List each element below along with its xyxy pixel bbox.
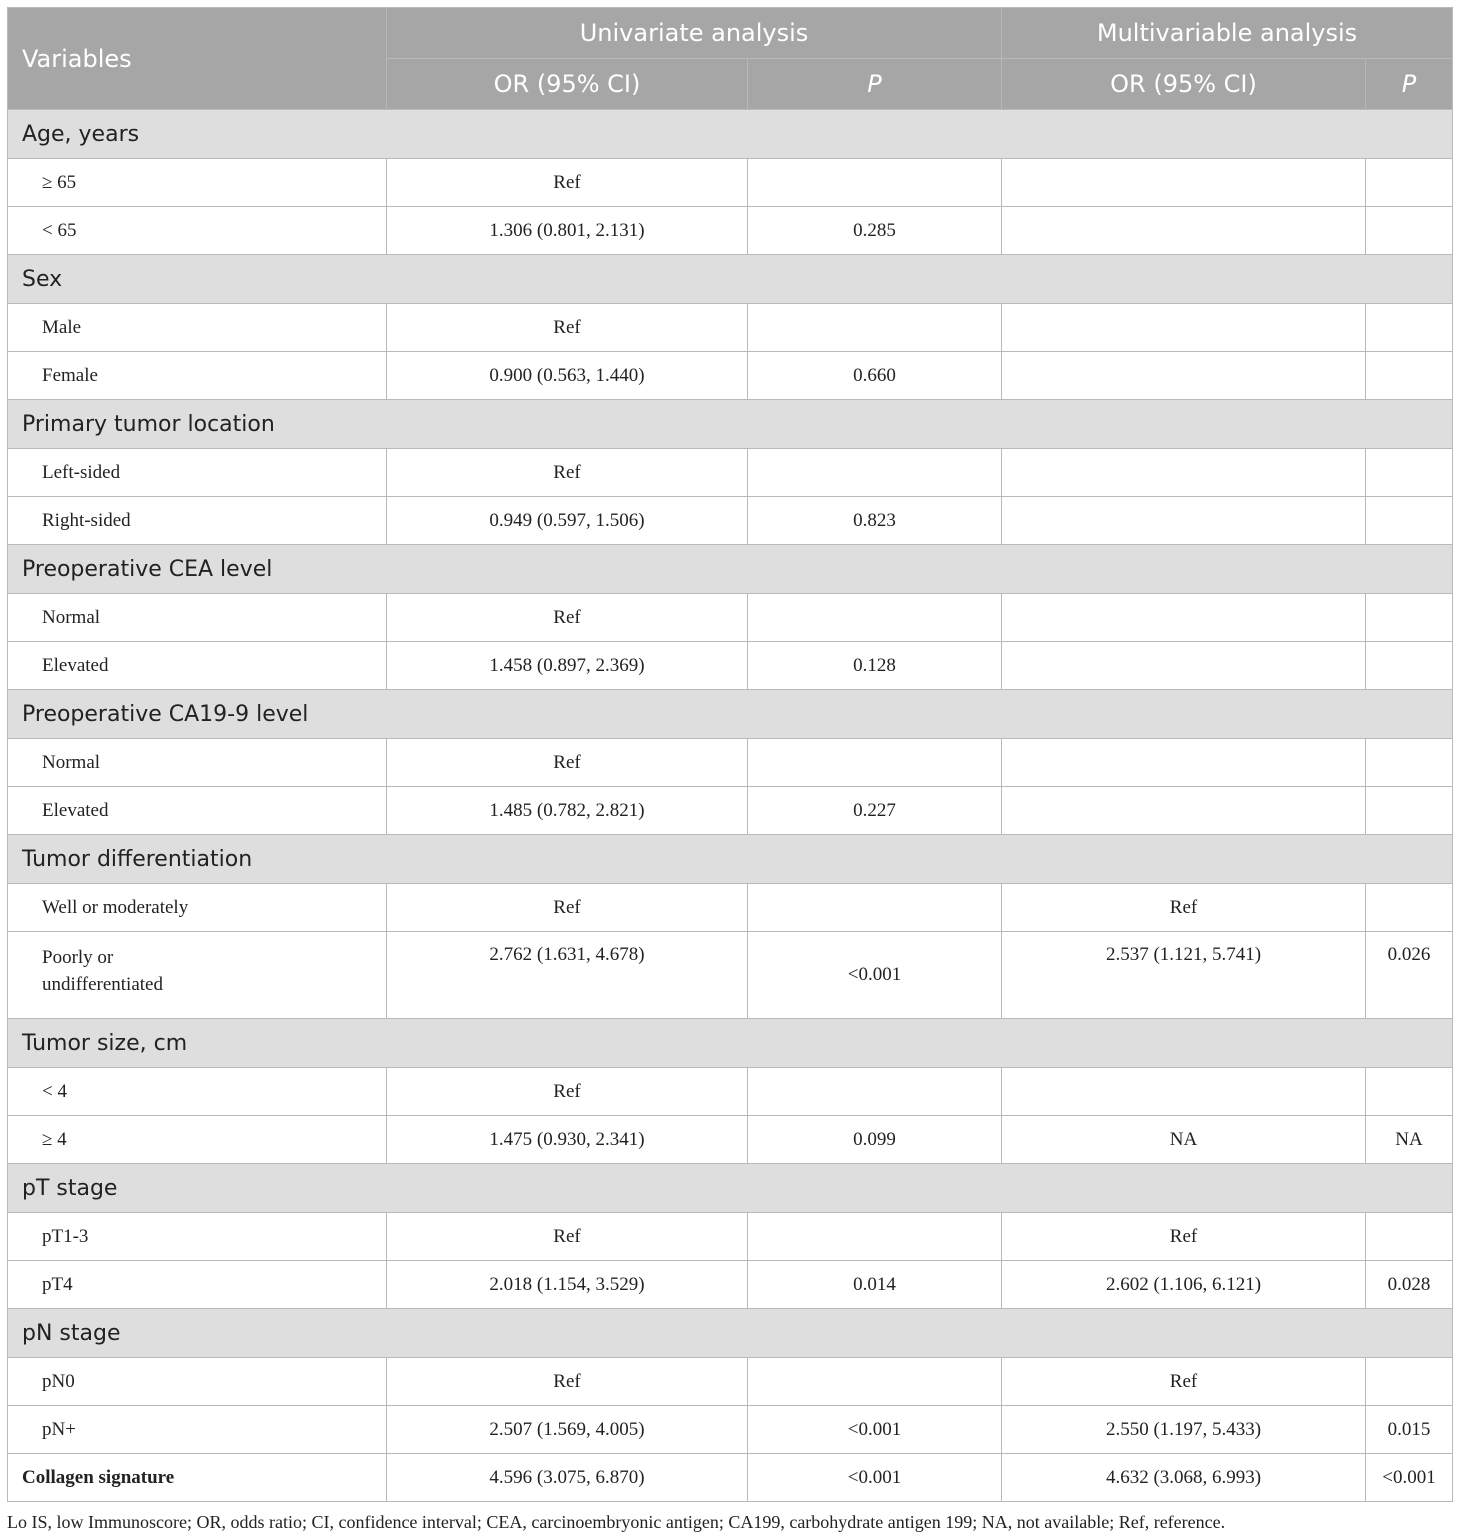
header-multivariable-or: OR (95% CI) [1002,59,1366,110]
section-title: Primary tumor location [8,400,1453,449]
row-label: pT4 [8,1261,387,1309]
section-row [8,690,1453,739]
section-title: Tumor size, cm [8,1019,1453,1068]
univariate-p-cell [748,739,1002,787]
univariate-p-cell: <0.001 [748,1454,1002,1502]
row-label-line: Poorly or [42,947,114,968]
header-univariate-or: OR (95% CI) [387,59,748,110]
collagen-row [8,1454,1453,1502]
multivariable-or-cell [1002,207,1366,255]
header-univariate-p: P [748,59,1002,110]
univariate-p-cell: 0.660 [748,352,1002,400]
multivariable-p-cell [1366,207,1453,255]
multivariable-or-cell: NA [1002,1116,1366,1164]
univariate-p-cell [748,1213,1002,1261]
multivariable-or-cell [1002,159,1366,207]
table-row [8,1213,1453,1261]
table-row [8,1116,1453,1164]
table-row [8,207,1453,255]
row-label: Left-sided [8,449,387,497]
multivariable-p-cell: <0.001 [1366,1454,1453,1502]
row-label: Normal [8,739,387,787]
univariate-or-cell: Ref [387,1068,748,1116]
table-row [8,352,1453,400]
row-label: Male [8,304,387,352]
univariate-p-cell: 0.099 [748,1116,1002,1164]
multivariable-or-cell [1002,449,1366,497]
univariate-p-cell [748,1358,1002,1406]
table-row [8,594,1453,642]
section-title: pT stage [8,1164,1453,1213]
univariate-p-cell [748,304,1002,352]
table-row [8,1358,1453,1406]
univariate-p-cell: <0.001 [748,1406,1002,1454]
table-row [8,642,1453,690]
multivariable-or-cell: 2.537 (1.121, 5.741) [1002,932,1366,1019]
table-row [8,1261,1453,1309]
table-row [8,739,1453,787]
section-title: pN stage [8,1309,1453,1358]
table-header [8,8,1453,110]
multivariable-or-cell [1002,497,1366,545]
row-label: pN0 [8,1358,387,1406]
section-row [8,1309,1453,1358]
univariate-or-cell: 0.900 (0.563, 1.440) [387,352,748,400]
univariate-p-cell [748,884,1002,932]
section-row [8,545,1453,594]
row-label: Well or moderately [8,884,387,932]
multivariable-or-cell [1002,594,1366,642]
multivariable-p-cell [1366,1358,1453,1406]
section-row [8,1164,1453,1213]
multivariable-or-cell: 2.550 (1.197, 5.433) [1002,1406,1366,1454]
section-title: Sex [8,255,1453,304]
table-row [8,884,1453,932]
row-label: < 4 [8,1068,387,1116]
table-footnote: Lo IS, low Immunoscore; OR, odds ratio; CI, confidence interval; CEA, carcinoembryonic antigen; CA199, carbohydrate antigen 199; NA, not available; Ref, reference. [7,1512,1226,1532]
multivariable-p-cell [1366,449,1453,497]
multivariable-or-cell [1002,352,1366,400]
multivariable-or-cell: Ref [1002,1358,1366,1406]
univariate-or-cell: 4.596 (3.075, 6.870) [387,1454,748,1502]
multivariable-p-cell [1366,1213,1453,1261]
multivariable-p-cell [1366,159,1453,207]
multivariable-or-cell [1002,739,1366,787]
table-row [8,1406,1453,1454]
multivariable-p-cell: 0.015 [1366,1406,1453,1454]
row-label: pN+ [8,1406,387,1454]
univariate-p-cell: 0.823 [748,497,1002,545]
table-row [8,932,1453,1019]
results-table-container [7,7,1452,1502]
section-row [8,400,1453,449]
univariate-or-cell: 0.949 (0.597, 1.506) [387,497,748,545]
row-label [8,932,387,1019]
multivariable-or-cell: Ref [1002,884,1366,932]
header-multivariable-p: P [1366,59,1453,110]
row-label: Female [8,352,387,400]
multivariable-p-cell [1366,497,1453,545]
header-multivariable: Multivariable analysis [1002,8,1453,59]
univariate-or-cell: Ref [387,1358,748,1406]
multivariable-p-cell [1366,1068,1453,1116]
section-title: Preoperative CEA level [8,545,1453,594]
univariate-or-cell: 1.475 (0.930, 2.341) [387,1116,748,1164]
row-label: Right-sided [8,497,387,545]
multivariable-or-cell [1002,642,1366,690]
multivariable-or-cell [1002,1068,1366,1116]
multivariable-or-cell [1002,304,1366,352]
univariate-p-cell [748,159,1002,207]
section-title: Tumor differentiation [8,835,1453,884]
section-row [8,255,1453,304]
header-univariate: Univariate analysis [387,8,1002,59]
multivariable-p-cell [1366,787,1453,835]
table-row [8,159,1453,207]
univariate-or-cell: Ref [387,159,748,207]
section-title: Age, years [8,110,1453,159]
multivariable-p-cell [1366,642,1453,690]
univariate-or-cell: 1.485 (0.782, 2.821) [387,787,748,835]
section-row [8,1019,1453,1068]
multivariable-or-cell: 4.632 (3.068, 6.993) [1002,1454,1366,1502]
univariate-p-cell: <0.001 [748,932,1002,1019]
univariate-or-cell: Ref [387,449,748,497]
section-title: Preoperative CA19-9 level [8,690,1453,739]
table-row [8,497,1453,545]
univariate-p-cell [748,1068,1002,1116]
univariate-or-cell: Ref [387,1213,748,1261]
row-label: Normal [8,594,387,642]
row-label: ≥ 65 [8,159,387,207]
row-label: Elevated [8,787,387,835]
row-label: Collagen signature [8,1454,387,1502]
row-label-line: undifferentiated [42,974,163,995]
univariate-or-cell: 2.507 (1.569, 4.005) [387,1406,748,1454]
univariate-p-cell: 0.014 [748,1261,1002,1309]
multivariable-p-cell [1366,884,1453,932]
multivariable-p-cell: 0.028 [1366,1261,1453,1309]
univariate-p-cell [748,449,1002,497]
univariate-or-cell: 1.306 (0.801, 2.131) [387,207,748,255]
univariate-p-cell: 0.285 [748,207,1002,255]
section-row [8,110,1453,159]
univariate-or-cell: Ref [387,739,748,787]
header-variables: Variables [8,8,387,110]
multivariable-p-cell [1366,304,1453,352]
multivariable-or-cell [1002,787,1366,835]
multivariable-p-cell: 0.026 [1366,932,1453,1019]
row-label: Elevated [8,642,387,690]
univariate-p-cell [748,594,1002,642]
regression-table [7,7,1453,1502]
univariate-or-cell: Ref [387,304,748,352]
multivariable-p-cell [1366,594,1453,642]
table-body [8,110,1453,1502]
section-row [8,835,1453,884]
table-row [8,787,1453,835]
row-label: ≥ 4 [8,1116,387,1164]
univariate-or-cell: Ref [387,884,748,932]
multivariable-p-cell [1366,739,1453,787]
multivariable-p-cell [1366,352,1453,400]
univariate-or-cell: Ref [387,594,748,642]
univariate-or-cell: 2.018 (1.154, 3.529) [387,1261,748,1309]
multivariable-or-cell: 2.602 (1.106, 6.121) [1002,1261,1366,1309]
univariate-or-cell: 2.762 (1.631, 4.678) [387,932,748,1019]
row-label: < 65 [8,207,387,255]
table-row [8,304,1453,352]
multivariable-p-cell: NA [1366,1116,1453,1164]
univariate-or-cell: 1.458 (0.897, 2.369) [387,642,748,690]
multivariable-or-cell: Ref [1002,1213,1366,1261]
univariate-p-cell: 0.227 [748,787,1002,835]
table-row [8,1068,1453,1116]
table-row [8,449,1453,497]
univariate-p-cell: 0.128 [748,642,1002,690]
row-label: pT1-3 [8,1213,387,1261]
